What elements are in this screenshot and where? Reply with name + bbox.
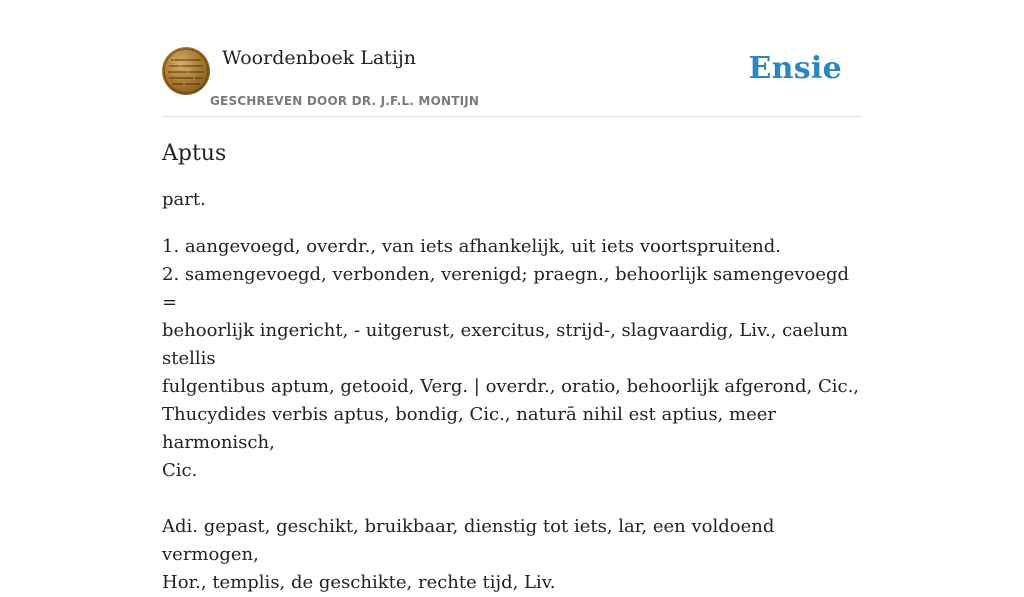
page-header	[162, 46, 862, 117]
entry-title: Aptus	[162, 141, 227, 166]
definition-line: behoorlijk ingericht, - uitgerust, exercitus, strijd-, slagvaardig, Liv., caelum stellis	[162, 320, 849, 369]
definition-text	[162, 233, 862, 597]
definition-line: fulgentibus aptum, getooid, Verg. | overdr., oratio, behoorlijk afgerond, Cic.,	[162, 376, 860, 397]
coin-inscription-icon[interactable]	[162, 47, 210, 95]
entry-content	[162, 136, 862, 597]
definition-line: Thucydides verbis aptus, bondig, Cic., naturā nihil est aptius, meer harmonisch,	[162, 404, 776, 453]
definition-line: 1. aangevoegd, overdr., van iets afhankelijk, uit iets voortspruitend.	[162, 236, 782, 257]
definition-line: 2. samengevoegd, verbonden, verenigd; praegn., behoorlijk samengevoegd =	[162, 264, 850, 313]
author-credit: GESCHREVEN DOOR DR. J.F.L. MONTIJN	[210, 94, 480, 108]
ensie-logo[interactable]: Ensie	[748, 51, 842, 86]
adjective-line: Hor., templis, de geschikte, rechte tijd, Liv.	[162, 572, 556, 593]
definition-line: Cic.	[162, 460, 198, 481]
adjective-line: Adi. gepast, geschikt, bruikbaar, dienstig tot iets, lar, een voldoend vermogen,	[162, 516, 775, 565]
dictionary-title[interactable]: Woordenboek Latijn	[222, 47, 417, 69]
part-of-speech: part.	[162, 189, 206, 210]
paragraph-gap	[162, 485, 862, 513]
